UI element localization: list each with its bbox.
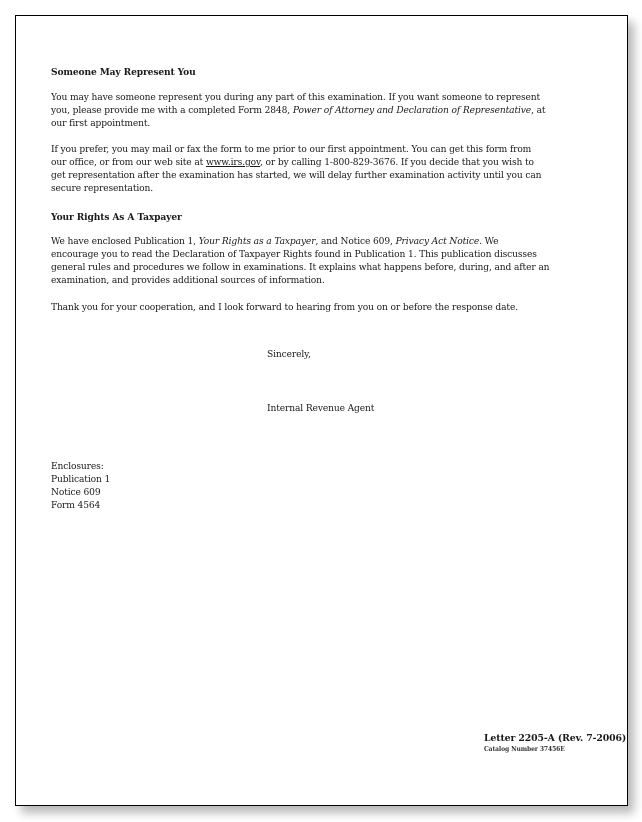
representation-paragraph-line: You may have someone represent you during any part of this examination. If you want someone to represent: [51, 93, 541, 103]
catalog-number: Catalog Number 37456E: [484, 746, 565, 753]
publication-1-title: Your Rights as a Taxpayer: [198, 237, 316, 247]
heading-someone-may-represent-you: Someone May Represent You: [51, 67, 196, 78]
representation-paragraph-line: [51, 105, 545, 118]
rights-paragraph-line: general rules and procedures we follow in examinations. It explains what happens before, during, and after an: [51, 263, 550, 273]
closing-salutation: Sincerely,: [267, 350, 311, 360]
notice-609-title: Privacy Act Notice: [395, 237, 480, 247]
rights-paragraph-line: examination, and provides additional sources of information.: [51, 276, 325, 286]
form-identifier: Letter 2205-A (Rev. 7-2006): [484, 733, 627, 744]
enclosures-label: Enclosures:: [51, 462, 104, 472]
text-span: you, please provide me with a completed Form 2848,: [51, 106, 293, 116]
text-span: , and Notice 609,: [315, 237, 396, 247]
mail-fax-paragraph-line: If you prefer, you may mail or fax the form to me prior to our first appointment. You can get this form from: [51, 145, 532, 155]
heading-your-rights-as-a-taxpayer: Your Rights As A Taxpayer: [51, 212, 182, 223]
rights-paragraph-line: [51, 236, 498, 249]
text-span: We have enclosed Publication 1,: [51, 237, 199, 247]
enclosure-item: Form 4564: [51, 501, 101, 511]
mail-fax-paragraph-line: secure representation.: [51, 184, 154, 194]
representation-paragraph-line: our first appointment.: [51, 119, 151, 129]
enclosure-item: Publication 1: [51, 475, 111, 485]
text-span: . We: [479, 237, 499, 247]
enclosure-item: Notice 609: [51, 488, 101, 498]
thank-you-paragraph: Thank you for your cooperation, and I look forward to hearing from you on or before the response date.: [51, 303, 518, 313]
text-span: , at: [531, 106, 546, 116]
text-span: , or by calling 1-800-829-3676. If you decide that you wish to: [259, 158, 534, 168]
form-2848-title: Power of Attorney and Declaration of Representative: [292, 106, 532, 116]
mail-fax-paragraph-line: get representation after the examination has started, we will delay further examination activity until you can: [51, 171, 542, 181]
rights-paragraph-line: encourage you to read the Declaration of Taxpayer Rights found in Publication 1. This publication discusses: [51, 250, 537, 260]
signature-title: Internal Revenue Agent: [267, 404, 375, 414]
mail-fax-paragraph-line: [51, 157, 534, 170]
irs-website-link[interactable]: www.irs.gov: [205, 158, 260, 168]
text-span: our office, or from our web site at: [51, 158, 206, 168]
